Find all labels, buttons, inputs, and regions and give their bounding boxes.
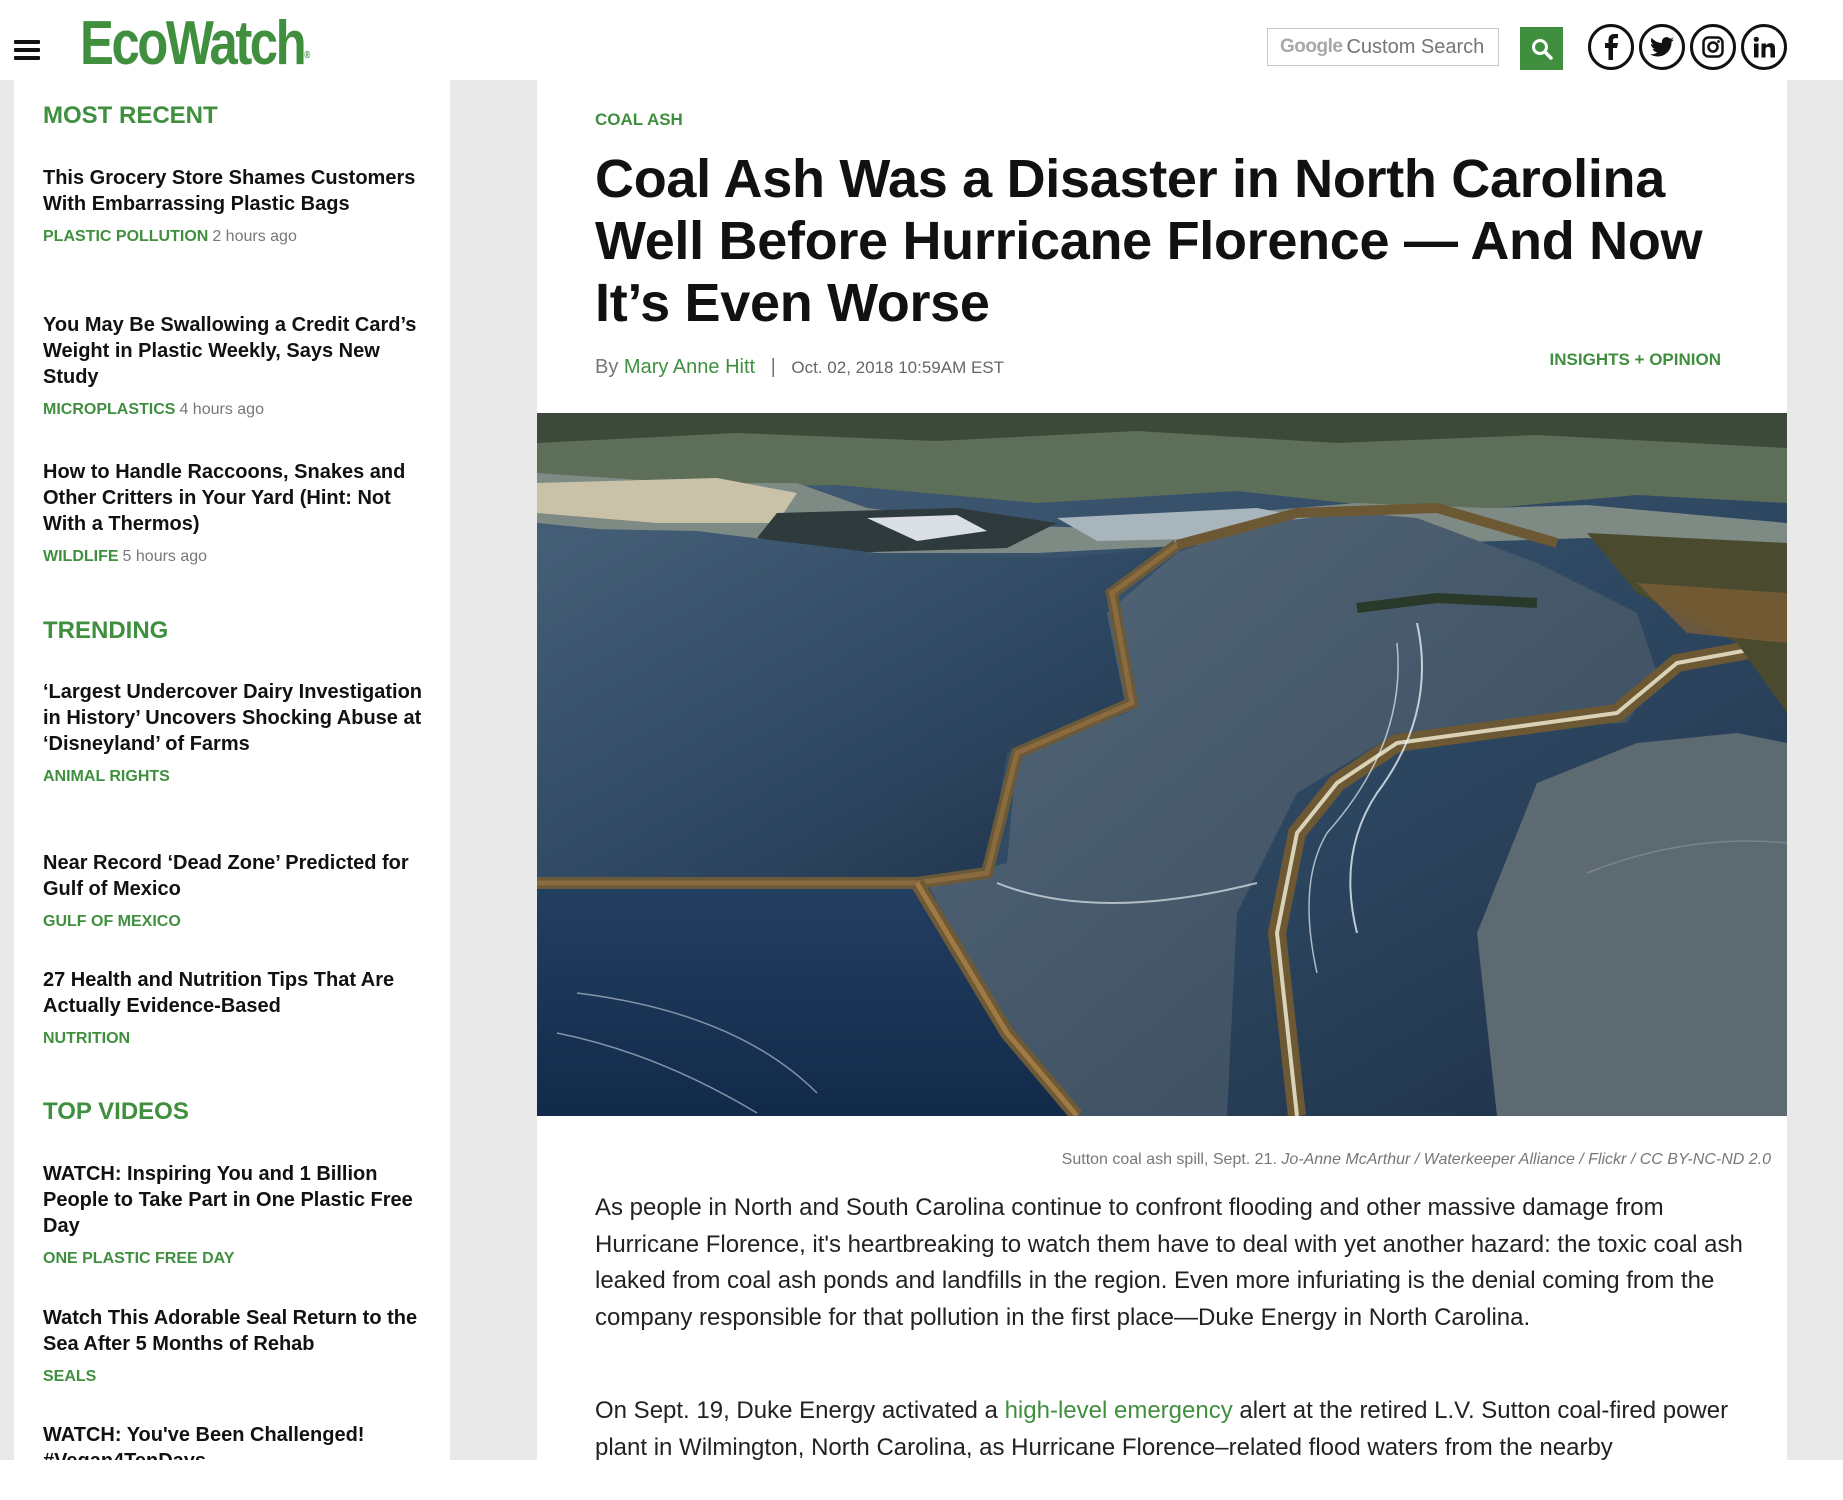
story-title[interactable]: You May Be Swallowing a Credit Card’s Weight in Plastic Weekly, Says New Study bbox=[43, 314, 417, 388]
sidebar bbox=[14, 80, 450, 1500]
search-icon bbox=[1530, 37, 1554, 61]
story-category[interactable]: WILDLIFE bbox=[43, 548, 119, 565]
byline-prefix: By bbox=[595, 356, 619, 378]
article-paragraph: As people in North and South Carolina continue to confront flooding and other massive damage from Hurricane Florence, it's heartbreaking to watch them have to deal with yet another hazard: the toxic coal ash leaked from coal ash ponds and landfills in the region. Even more infuriating is the denial coming from the company responsible for that pollution in the first place—Duke Energy in North Carolina. bbox=[595, 1194, 1743, 1331]
search-button[interactable] bbox=[1520, 27, 1563, 70]
list-item[interactable] bbox=[43, 967, 433, 1049]
story-category[interactable]: PLASTIC POLLUTION bbox=[43, 228, 209, 245]
caption-credit: Jo-Anne McArthur / Waterkeeper Alliance / Flickr / CC BY-NC-ND 2.0 bbox=[1281, 1151, 1771, 1168]
linkedin-icon[interactable] bbox=[1741, 24, 1787, 70]
byline-separator: | bbox=[770, 356, 776, 378]
list-item[interactable] bbox=[43, 459, 433, 567]
article-photo bbox=[537, 413, 1787, 1116]
byline bbox=[595, 356, 1004, 379]
list-item[interactable] bbox=[43, 1305, 433, 1387]
story-category[interactable]: ANIMAL RIGHTS bbox=[43, 768, 170, 785]
video-category[interactable]: ONE PLASTIC FREE DAY bbox=[43, 1250, 235, 1267]
photo-caption bbox=[1062, 1151, 1771, 1169]
list-item[interactable] bbox=[43, 679, 433, 787]
twitter-icon[interactable] bbox=[1639, 24, 1685, 70]
list-item[interactable] bbox=[43, 165, 433, 247]
story-time: 2 hours ago bbox=[212, 228, 297, 245]
list-item[interactable] bbox=[43, 1161, 433, 1269]
story-title[interactable]: How to Handle Raccoons, Snakes and Other Critters in Your Yard (Hint: Not With a Thermos) bbox=[43, 461, 406, 535]
search-box[interactable] bbox=[1267, 28, 1499, 66]
article bbox=[537, 80, 1787, 1500]
story-title[interactable]: This Grocery Store Shames Customers With Embarrassing Plastic Bags bbox=[43, 167, 416, 215]
menu-icon[interactable] bbox=[14, 40, 40, 60]
viewport-bottom bbox=[0, 1460, 1843, 1500]
author-link[interactable]: Mary Anne Hitt bbox=[623, 356, 756, 378]
most-recent-heading: MOST RECENT bbox=[43, 102, 218, 129]
top-videos-heading: TOP VIDEOS bbox=[43, 1098, 189, 1125]
story-time: 5 hours ago bbox=[122, 548, 208, 565]
video-title[interactable]: Watch This Adorable Seal Return to the Sea After 5 Months of Rehab bbox=[43, 1307, 418, 1355]
story-category[interactable]: NUTRITION bbox=[43, 1030, 131, 1047]
story-title[interactable]: 27 Health and Nutrition Tips That Are Actually Evidence-Based bbox=[43, 969, 395, 1017]
video-title[interactable]: WATCH: Inspiring You and 1 Billion People to Take Part in One Plastic Free Day bbox=[43, 1163, 413, 1237]
video-title[interactable]: WATCH: You've Been Challenged! bbox=[43, 1424, 365, 1446]
site-logo[interactable]: EcoWatch® bbox=[80, 9, 311, 78]
list-item[interactable] bbox=[43, 850, 433, 932]
article-paragraph: On Sept. 19, Duke Energy activated a high-level emergency alert at the retired L.V. Sutton coal-fired power plant in Wilmington, North Carolina, as Hurricane Florence–related flood waters from the nearby bbox=[595, 1397, 1729, 1461]
video-category[interactable]: SEALS bbox=[43, 1368, 97, 1385]
publish-date: Oct. 02, 2018 10:59AM EST bbox=[791, 358, 1005, 377]
caption-text: Sutton coal ash spill, Sept. 21. bbox=[1061, 1151, 1277, 1168]
trending-heading: TRENDING bbox=[43, 617, 169, 644]
list-item[interactable] bbox=[43, 312, 433, 420]
search-input[interactable] bbox=[1346, 36, 1496, 59]
section-link[interactable]: INSIGHTS + OPINION bbox=[1549, 350, 1721, 369]
instagram-icon[interactable] bbox=[1690, 24, 1736, 70]
story-time: 4 hours ago bbox=[179, 401, 264, 418]
story-title[interactable]: Near Record ‘Dead Zone’ Predicted for Gulf of Mexico bbox=[43, 852, 409, 900]
google-brand: Google bbox=[1280, 36, 1343, 57]
story-title[interactable]: ‘Largest Undercover Dairy Investigation in History’ Uncovers Shocking Abuse at ‘Disneyland’ of Farms bbox=[43, 681, 423, 755]
inline-link[interactable]: high-level emergency bbox=[1004, 1397, 1233, 1424]
story-category[interactable]: GULF OF MEXICO bbox=[43, 913, 181, 930]
site-header bbox=[0, 0, 1843, 80]
story-category[interactable]: MICROPLASTICS bbox=[43, 401, 176, 418]
article-headline: Coal Ash Was a Disaster in North Carolina Well Before Hurricane Florence — And Now It’s Even Worse bbox=[595, 149, 1703, 333]
article-category[interactable]: COAL ASH bbox=[595, 110, 683, 129]
facebook-icon[interactable] bbox=[1588, 24, 1634, 70]
